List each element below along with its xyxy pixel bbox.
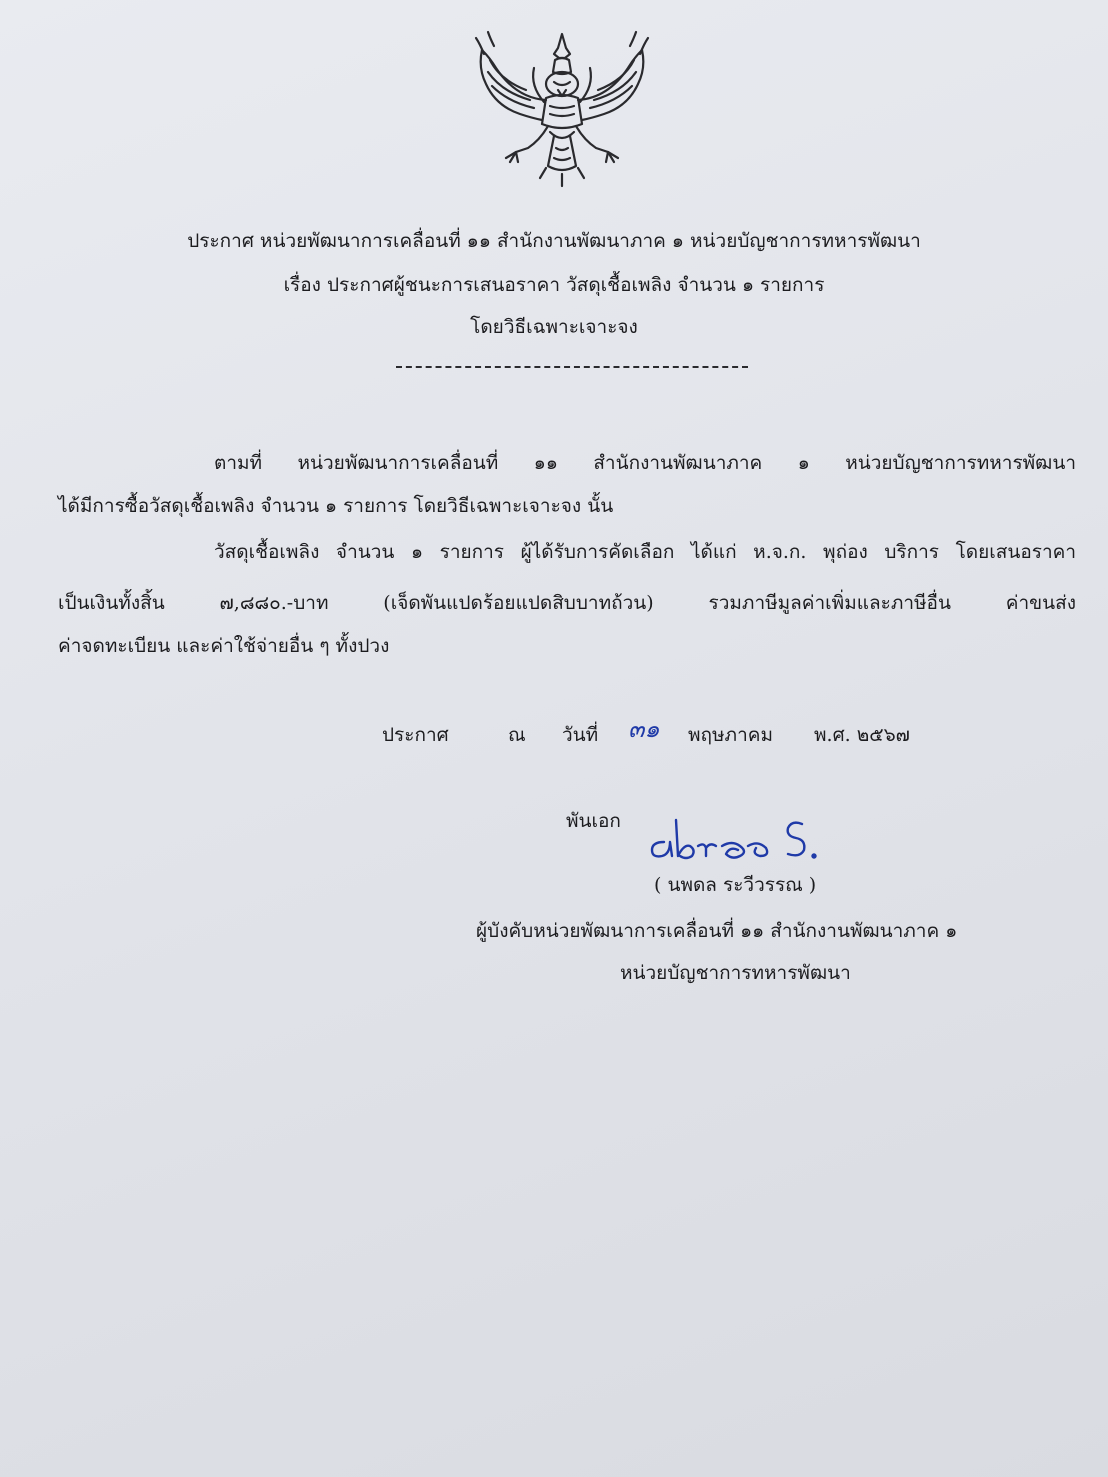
date-month: พฤษภาคม	[688, 724, 773, 746]
date-year: พ.ศ. ๒๕๖๗	[814, 724, 910, 746]
date-day-label: วันที่	[562, 724, 599, 746]
signature-rank: พันเอก	[566, 810, 621, 832]
garuda-emblem-icon	[470, 28, 655, 193]
date-day-handwritten: ๓๑	[628, 715, 660, 743]
body-para2-line2: เป็นเงินทั้งสิ้น ๗,๘๘๐.-บาท (เจ็ดพันแปดร้อยแปดสิบบาทถ้วน) รวมภาษีมูลค่าเพิ่มและภาษีอื่น ค่าขนส่ง	[58, 592, 1076, 614]
signatory-title-line2: หน่วยบัญชาการทหารพัฒนา	[620, 962, 851, 984]
handwritten-signature	[644, 812, 829, 862]
header-title-line: ประกาศ หน่วยพัฒนาการเคลื่อนที่ ๑๑ สำนักงานพัฒนาภาค ๑ หน่วยบัญชาการทหารพัฒนา	[187, 230, 921, 252]
body-para1-line2: ได้มีการซื้อวัสดุเชื้อเพลิง จำนวน ๑ รายการ โดยวิธีเฉพาะเจาะจง นั้น	[58, 495, 614, 517]
date-at-label: ณ	[508, 724, 526, 746]
body-para1-line1: ตามที่ หน่วยพัฒนาการเคลื่อนที่ ๑๑ สำนักงานพัฒนาภาค ๑ หน่วยบัญชาการทหารพัฒนา	[214, 452, 1076, 474]
body-para2-line3: ค่าจดทะเบียน และค่าใช้จ่ายอื่น ๆ ทั้งปวง	[58, 635, 390, 657]
signatory-title-line1: ผู้บังคับหน่วยพัฒนาการเคลื่อนที่ ๑๑ สำนักงานพัฒนาภาค ๑	[476, 920, 958, 942]
header-method-line: โดยวิธีเฉพาะเจาะจง	[470, 316, 638, 338]
date-announce-label: ประกาศ	[382, 724, 449, 746]
body-para2-line1: วัสดุเชื้อเพลิง จำนวน ๑ รายการ ผู้ได้รับการคัดเลือก ได้แก่ ห.จ.ก. พุถ่อง บริการ โดยเสนอราคา	[214, 541, 1076, 563]
header-divider	[396, 366, 748, 368]
signatory-name: ( นพดล ระวีวรรณ )	[654, 874, 817, 896]
header-subject-line: เรื่อง ประกาศผู้ชนะการเสนอราคา วัสดุเชื้อเพลิง จำนวน ๑ รายการ	[283, 274, 825, 296]
